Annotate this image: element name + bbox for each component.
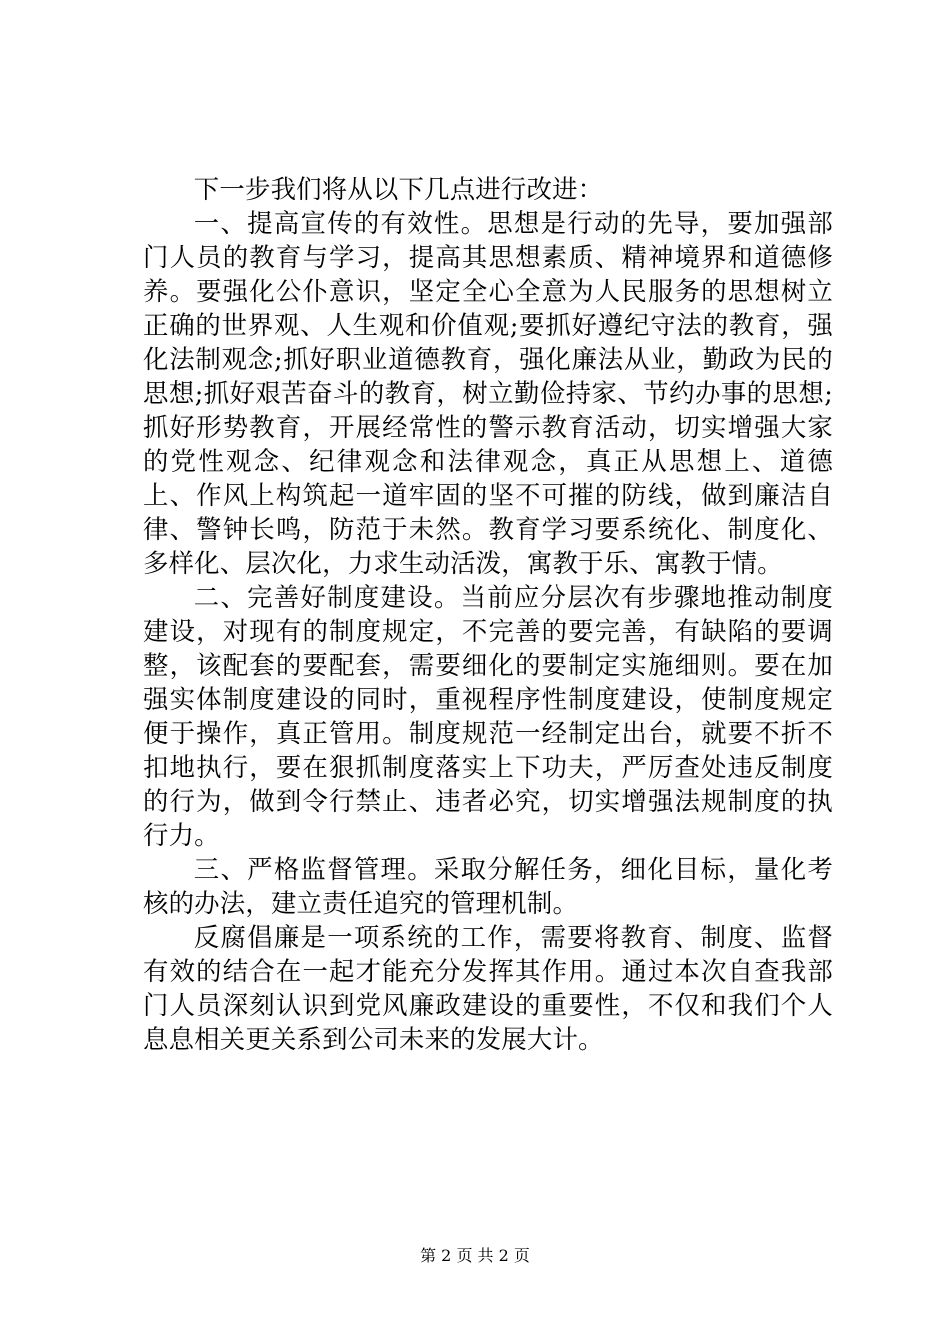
paragraph-point-one: 一、提高宣传的有效性。思想是行动的先导，要加强部门人员的教育与学习，提高其思想素质、精神境界和道德修养。要强化公仆意识，坚定全心全意为人民服务的思想树立正确的世界观、人生观和价值观;要抓好遵纪守法的教育，强化法制观念;抓好职业道德教育，强化廉法从业，勤政为民的思想;抓好艰苦奋斗的教育，树立勤俭持家、节约办事的思想;抓好形势教育，开展经常性的警示教育活动，切实增强大家的党性观念、纪律观念和法律观念，真正从思想上、道德上、作风上构筑起一道牢固的坚不可摧的防线，做到廉洁自律、警钟长鸣，防范于未然。教育学习要系统化、制度化、多样化、层次化，力求生动活泼，寓教于乐、寓教于情。 (143, 208, 833, 578)
document-body (143, 172, 833, 1056)
paragraph-intro: 下一步我们将从以下几点进行改进： (193, 174, 604, 204)
paragraph-conclusion: 反腐倡廉是一项系统的工作，需要将教育、制度、监督有效的结合在一起才能充分发挥其作用。通过本次自查我部门人员深刻认识到党风廉政建设的重要性，不仅和我们个人息息相关更关系到公司未来的发展大计。 (143, 922, 833, 1054)
paragraph-point-two: 二、完善好制度建设。当前应分层次有步骤地推动制度建设，对现有的制度规定，不完善的要完善，有缺陷的要调整，该配套的要配套，需要细化的要制定实施细则。要在加强实体制度建设的同时，重视程序性制度建设，使制度规定便于操作，真正管用。制度规范一经制定出台，就要不折不扣地执行，要在狠抓制度落实上下功夫，严厉查处违反制度的行为，做到令行禁止、违者必究，切实增强法规制度的执行力。 (143, 582, 833, 850)
paragraph-point-three: 三、严格监督管理。采取分解任务，细化目标，量化考核的办法，建立责任追究的管理机制。 (143, 854, 833, 918)
page-number-footer: 第 2 页 共 2 页 (420, 1246, 530, 1265)
